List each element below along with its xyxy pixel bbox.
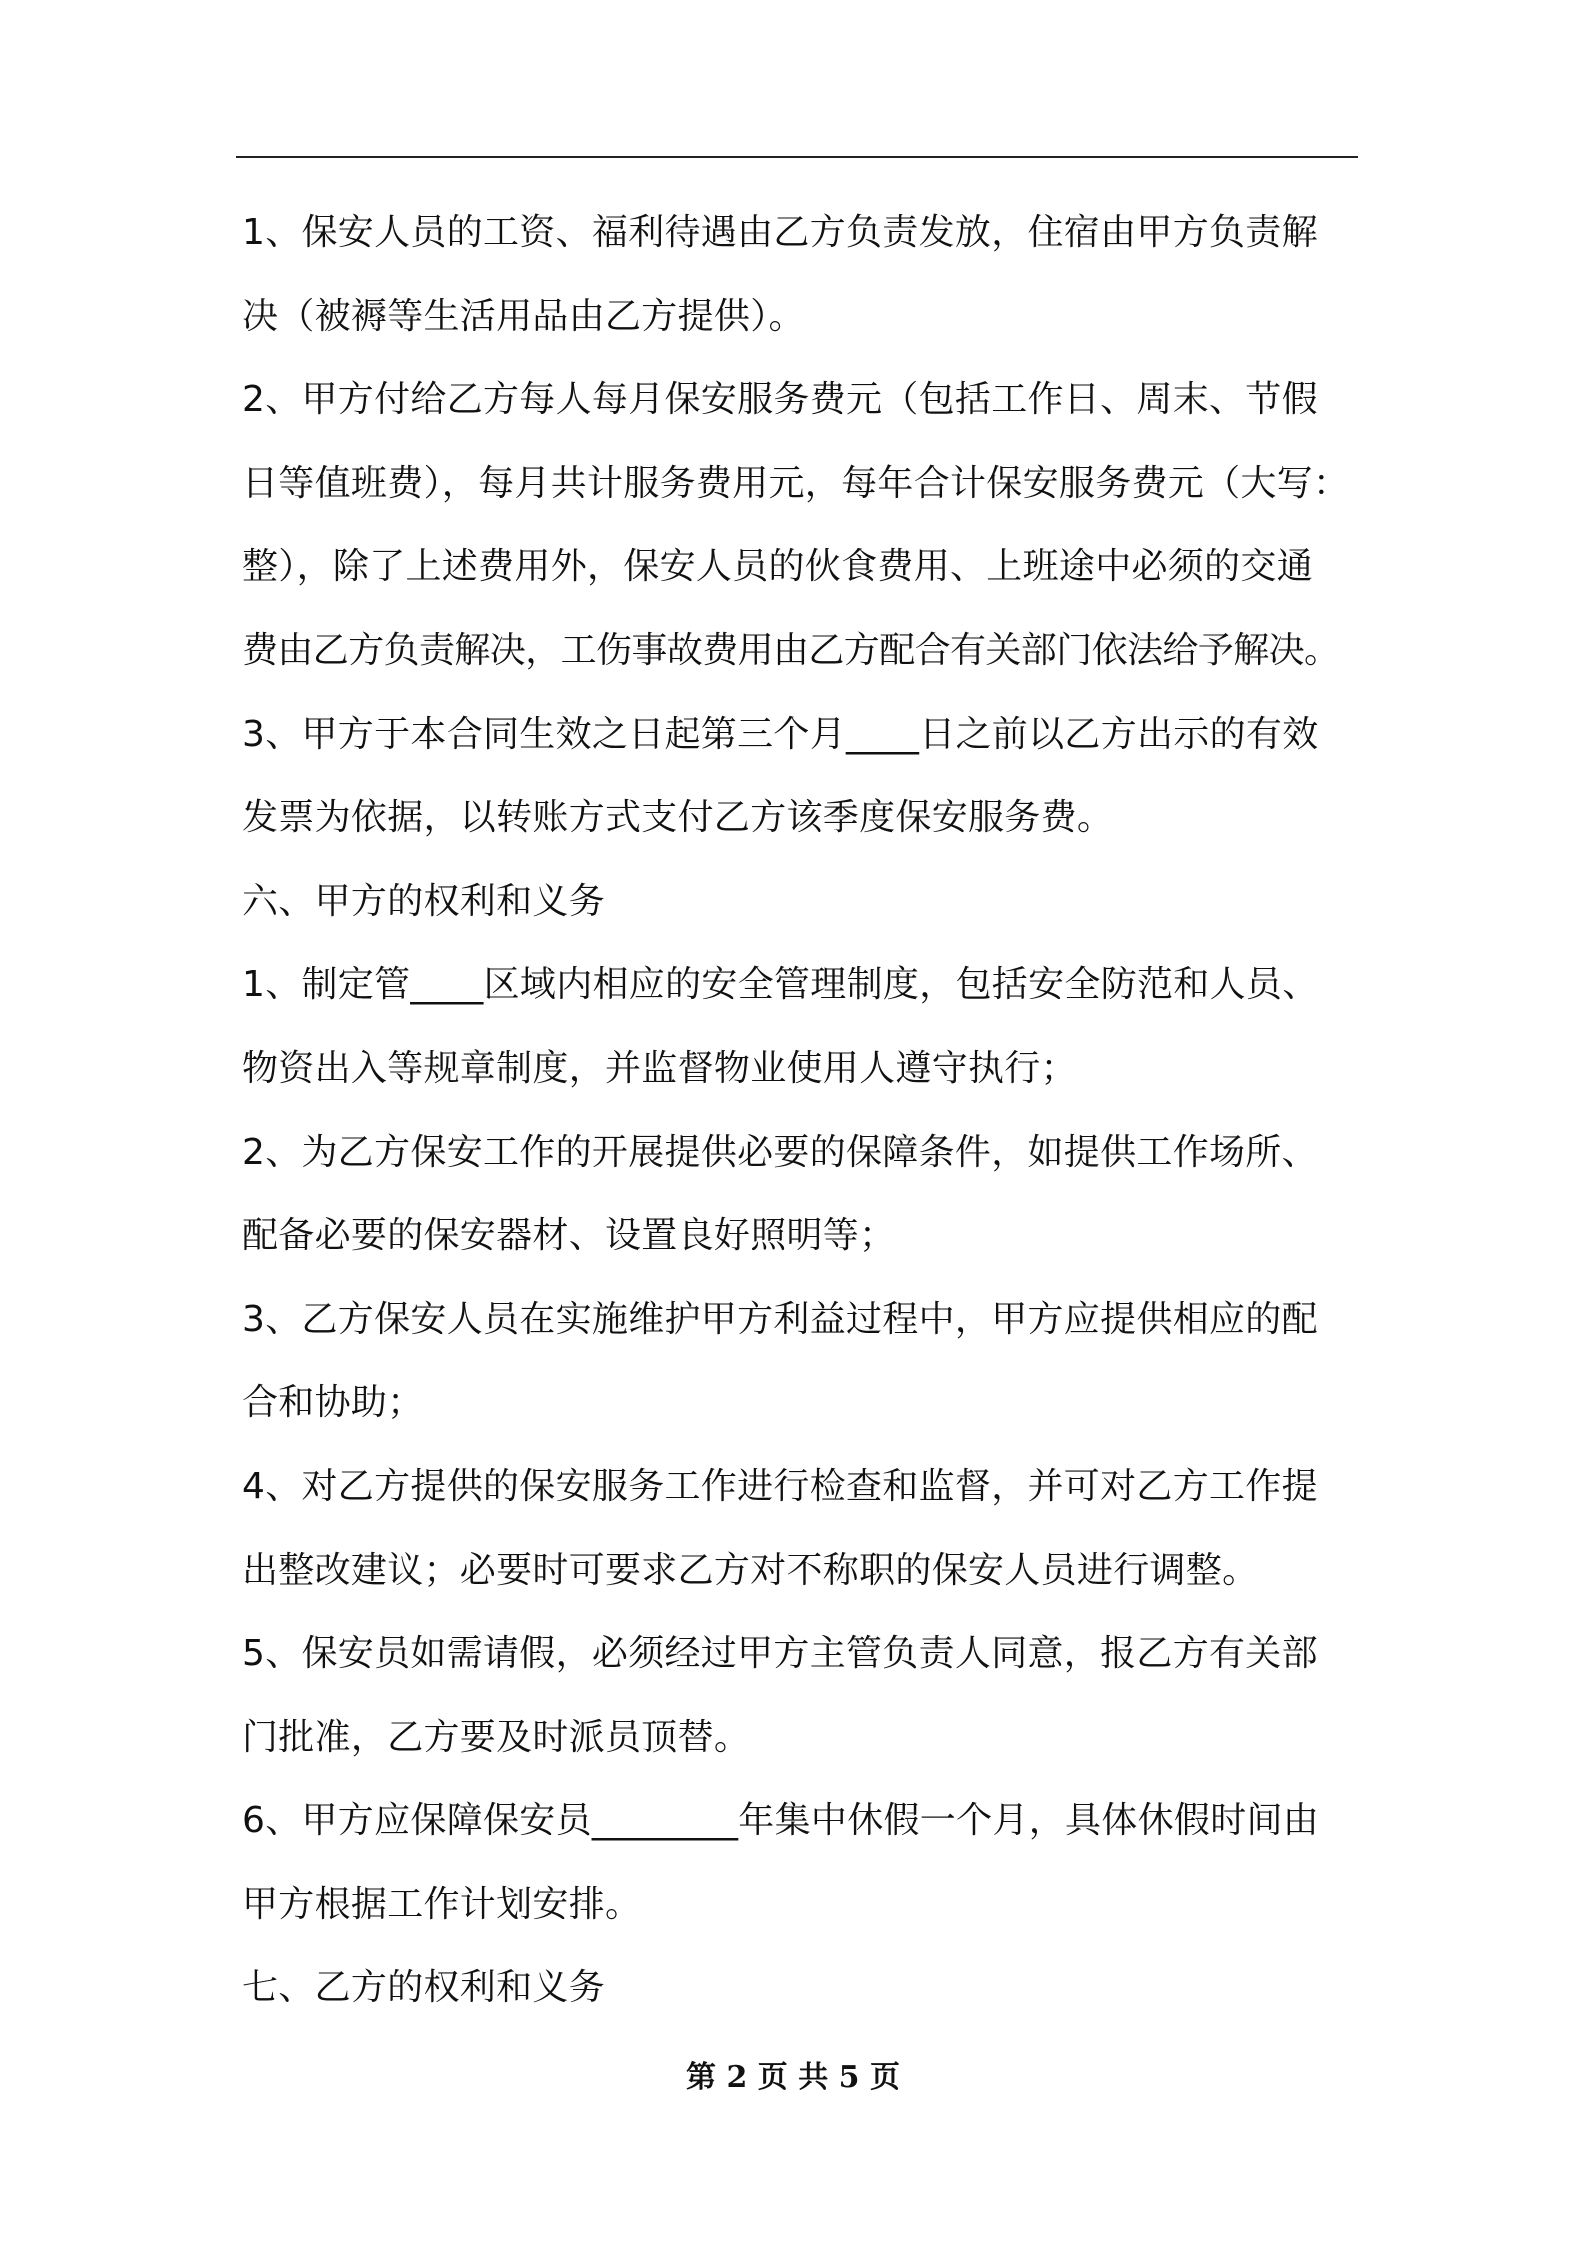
- text-line: 2、为乙方保安工作的开展提供必要的保障条件，如提供工作场所、: [242, 1131, 1318, 1173]
- text-line: 发票为依据，以转账方式支付乙方该季度保安服务费。: [242, 797, 1114, 839]
- text-line: 合和协助；: [242, 1382, 424, 1424]
- text-line: 1、保安人员的工资、福利待遇由乙方负责发放，住宿由甲方负责解: [242, 212, 1318, 253]
- text-line: 费由乙方负责解决，工伤事故费用由乙方配合有关部门依法给予解决。: [242, 629, 1340, 671]
- text-line: 3、甲方于本合同生效之日起第三个月____日之前以乙方出示的有效: [242, 713, 1319, 755]
- text-line: 门批准，乙方要及时派员顶替。: [242, 1716, 751, 1758]
- text-line: 3、乙方保安人员在实施维护甲方利益过程中，甲方应提供相应的配: [242, 1298, 1318, 1340]
- text-line: 2、甲方付给乙方每人每月保安服务费元（包括工作日、周末、节假: [242, 379, 1318, 421]
- text-line: 出整改建议；必要时可要求乙方对不称职的保安人员进行调整。: [242, 1549, 1259, 1591]
- text-line: 1、制定管____区域内相应的安全管理制度，包括安全防范和人员、: [242, 964, 1319, 1006]
- section-heading: 七、乙方的权利和义务: [242, 1967, 606, 2009]
- text-line: 甲方根据工作计划安排。: [242, 1883, 642, 1925]
- text-line: 日等值班费），每月共计服务费用元，每年合计保安服务费元（大写：: [242, 462, 1350, 504]
- text-line: 配备必要的保安器材、设置良好照明等；: [242, 1215, 896, 1257]
- text-line: 决（被褥等生活用品由乙方提供）。: [242, 295, 805, 337]
- document-body: [242, 191, 1382, 2030]
- page-number: 第 2 页 共 5 页: [686, 2060, 900, 2095]
- text-line: 5、保安员如需请假，必须经过甲方主管负责人同意，报乙方有关部: [242, 1633, 1318, 1675]
- header-rule: [236, 156, 1358, 158]
- text-line: 整），除了上述费用外，保安人员的伙食费用、上班途中必须的交通: [242, 546, 1314, 588]
- section-heading: 六、甲方的权利和义务: [242, 880, 606, 922]
- text-line: 6、甲方应保障保安员________年集中休假一个月，具体休假时间由: [242, 1800, 1320, 1842]
- text-line: 4、对乙方提供的保安服务工作进行检查和监督，并可对乙方工作提: [242, 1465, 1318, 1507]
- text-line: 物资出入等规章制度，并监督物业使用人遵守执行；: [242, 1047, 1077, 1089]
